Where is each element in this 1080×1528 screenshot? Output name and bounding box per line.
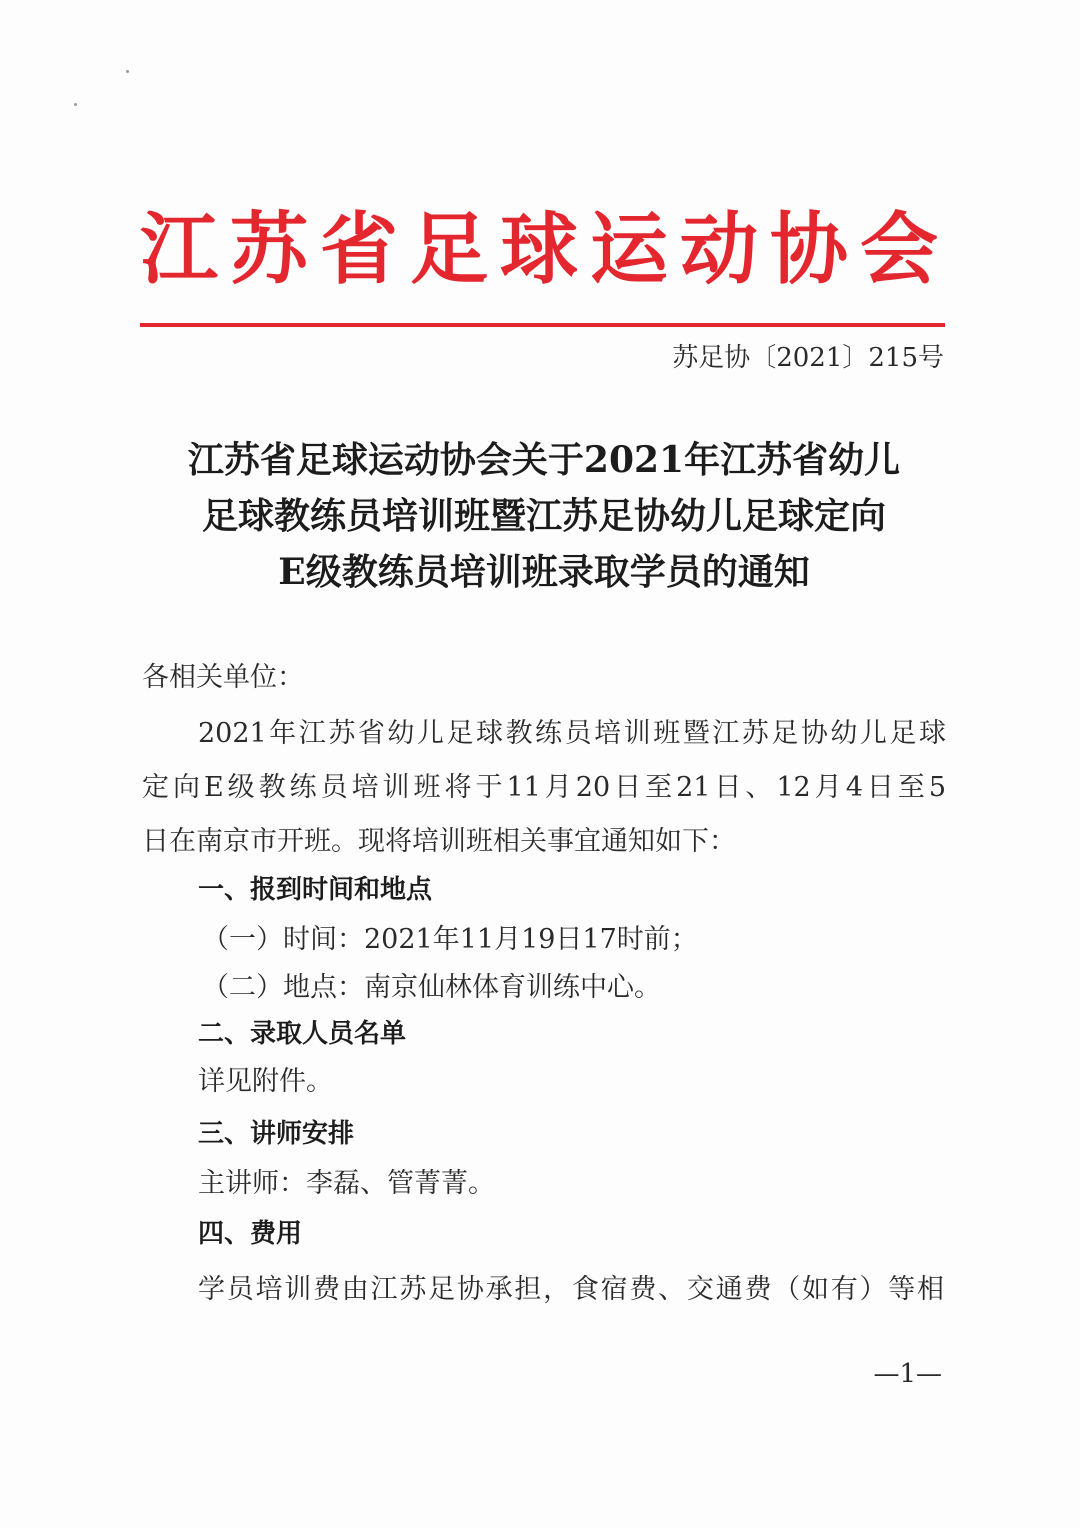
organization-letterhead: 江苏省足球运动协会 xyxy=(140,204,951,295)
document-number: 苏足协〔2021〕215号 xyxy=(672,343,944,373)
section-4-heading: 四、费用 xyxy=(198,1219,303,1249)
notice-title xyxy=(140,432,948,600)
intro-paragraph-line-3: 日在南京市开班。现将培训班相关事宜通知如下： xyxy=(142,826,736,857)
notice-title-line-3: E级教练员培训班录取学员的通知 xyxy=(278,551,810,593)
section-1-time: （一）时间：2021年11月19日17时前； xyxy=(202,924,698,955)
letterhead-red-rule xyxy=(140,323,945,327)
section-1-location: （二）地点：南京仙林体育训练中心。 xyxy=(202,972,661,1003)
intro-paragraph-line-2: 定向E级教练员培训班将于11月20日至21日、12月4日至5 xyxy=(142,772,946,803)
section-2-heading: 二、录取人员名单 xyxy=(198,1019,407,1049)
section-2-text: 详见附件。 xyxy=(198,1066,333,1097)
section-3-text: 主讲师：李磊、管菁菁。 xyxy=(198,1168,495,1199)
section-4-text: 学员培训费由江苏足协承担，食宿费、交通费（如有）等相 xyxy=(198,1274,944,1305)
scan-speck xyxy=(126,70,129,73)
salutation: 各相关单位： xyxy=(142,662,304,693)
scan-speck xyxy=(74,103,77,106)
section-3-heading: 三、讲师安排 xyxy=(198,1119,355,1149)
notice-title-line-2: 足球教练员培训班暨江苏足协幼儿足球定向 xyxy=(201,495,886,537)
section-1-heading: 一、报到时间和地点 xyxy=(198,875,433,905)
intro-paragraph-line-1: 2021年江苏省幼儿足球教练员培训班暨江苏足协幼儿足球 xyxy=(198,718,946,749)
page-number: —1— xyxy=(873,1359,942,1389)
notice-title-line-1: 江苏省足球运动协会关于2021年江苏省幼儿 xyxy=(187,439,901,481)
